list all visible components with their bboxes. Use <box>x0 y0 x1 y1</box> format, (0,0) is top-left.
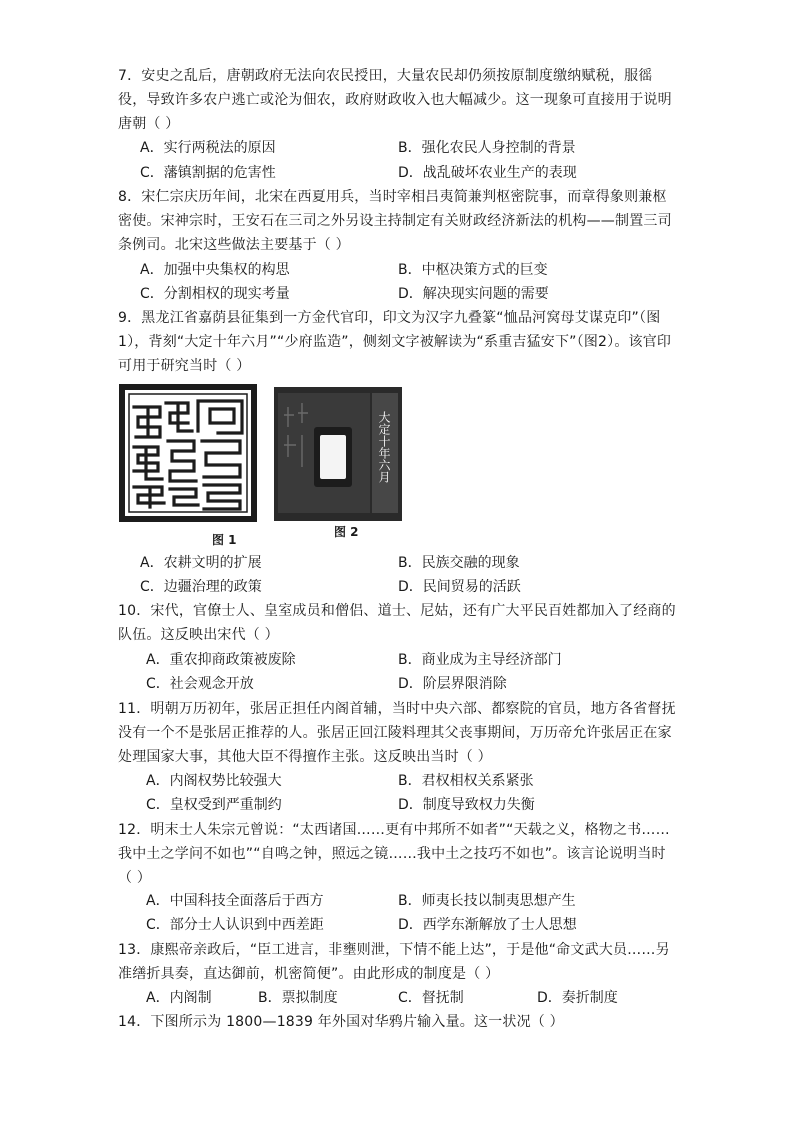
option-a[interactable]: A．实行两税法的原因 <box>140 140 276 156</box>
figure-1-caption: 图 1 <box>212 533 237 547</box>
option-b[interactable]: B．师夷长技以制夷思想产生 <box>398 893 576 909</box>
option-b[interactable]: B．君权相权关系紧张 <box>398 773 534 789</box>
question-11 <box>118 697 678 769</box>
option-c[interactable]: C．社会观念开放 <box>146 676 254 692</box>
option-a[interactable]: A．内阁权势比较强大 <box>146 773 282 789</box>
option-c[interactable]: C．部分士人认识到中西差距 <box>146 917 324 933</box>
question-stem: 9．黑龙江省嘉荫县征集到一方金代官印，印文为汉字九叠篆“恤品河窝母艾谋克印”（图1），背刻“大定十年六月”“少府监造”，侧刻文字被解读为“系重吉猛安下”（图2）。该官印可用于研究当时（ ） <box>118 310 672 374</box>
side-inscription-text: 大定十年六月 <box>377 411 391 483</box>
option-d[interactable]: D．解决现实问题的需要 <box>398 286 549 302</box>
question-stem: 7．安史之乱后，唐朝政府无法向农民授田，大量农民却仍须按原制度缴纳赋税，服徭役，导致许多农户逃亡或沦为佃农，政府财政收入也大幅减少。这一现象可直接用于说明唐朝（ ） <box>118 68 672 132</box>
question-stem: 13．康熙帝亲政后，“臣工进言，非壅则泄，下情不能上达”，于是他“命文武大员……另准缮折具奏，直达御前，机密简便”。由此形成的制度是（ ） <box>118 942 670 982</box>
option-c[interactable]: C．皇权受到严重制约 <box>146 797 282 813</box>
option-a[interactable]: A．加强中央集权的构思 <box>140 262 290 278</box>
question-stem: 10．宋代，官僚士人、皇室成员和僧侣、道士、尼姑，还有广大平民百姓都加入了经商的队伍。这反映出宋代（ ） <box>118 603 676 643</box>
option-c[interactable]: C．边疆治理的政策 <box>140 579 262 595</box>
question-stem: 12．明末士人朱宗元曾说：“太西诸国……更有中邦所不如者”“天载之义，格物之书……我中土之学问不如也”“自鸣之钟，照远之镜……我中土之技巧不如也”。该言论说明当时（ ） <box>118 822 670 886</box>
option-a[interactable]: A．中国科技全面落后于西方 <box>146 893 324 909</box>
option-c[interactable]: C．分割相权的现实考量 <box>140 286 290 302</box>
seal-back-image <box>274 387 402 521</box>
seal-figures <box>118 383 418 551</box>
option-b[interactable]: B．民族交融的现象 <box>398 555 520 571</box>
question-stem: 14．下图所示为 1800—1839 年外国对华鸦片输入量。这一状况（ ） <box>118 1014 564 1030</box>
question-stem: 11．明朝万历初年，张居正担任内阁首辅，当时中央六部、都察院的官员，地方各省督抚没有一个不是张居正推荐的人。张居正回江陵料理其父丧事期间，万历帝允许张居正在家处理国家大事，其他大臣不得擅作主张。这反映出当时（ ） <box>118 701 676 765</box>
question-13 <box>118 938 678 986</box>
option-b[interactable]: B．票拟制度 <box>258 990 338 1006</box>
option-d[interactable]: D．战乱破坏农业生产的表现 <box>398 165 577 181</box>
seal-imprint-image <box>118 383 258 523</box>
question-8 <box>118 185 678 257</box>
option-d[interactable]: D．民间贸易的活跃 <box>398 579 521 595</box>
option-b[interactable]: B．中枢决策方式的巨变 <box>398 262 548 278</box>
question-14 <box>118 1010 678 1034</box>
option-d[interactable]: D．奏折制度 <box>537 990 618 1006</box>
option-a[interactable]: A．重农抑商政策被废除 <box>146 652 296 668</box>
question-9 <box>118 306 678 378</box>
question-stem: 8．宋仁宗庆历年间，北宋在西夏用兵，当时宰相吕夷简兼判枢密院事，而章得象则兼枢密使。宋神宗时，王安石在三司之外另设主持制定有关财政经济新法的机构——制置三司条例司。北宋这些做法主要基于（ ） <box>118 189 672 253</box>
figure-2-caption: 图 2 <box>334 525 359 539</box>
option-a[interactable]: A．内阁制 <box>146 990 212 1006</box>
option-d[interactable]: D．西学东渐解放了士人思想 <box>398 917 577 933</box>
option-c[interactable]: C．藩镇割据的危害性 <box>140 165 276 181</box>
option-d[interactable]: D．阶层界限消除 <box>398 676 507 692</box>
question-10 <box>118 599 678 647</box>
question-12 <box>118 818 678 890</box>
option-b[interactable]: B．商业成为主导经济部门 <box>398 652 562 668</box>
option-b[interactable]: B．强化农民人身控制的背景 <box>398 140 576 156</box>
option-c[interactable]: C．督抚制 <box>398 990 464 1006</box>
option-d[interactable]: D．制度导致权力失衡 <box>398 797 535 813</box>
question-7 <box>118 64 678 136</box>
option-a[interactable]: A．农耕文明的扩展 <box>140 555 262 571</box>
